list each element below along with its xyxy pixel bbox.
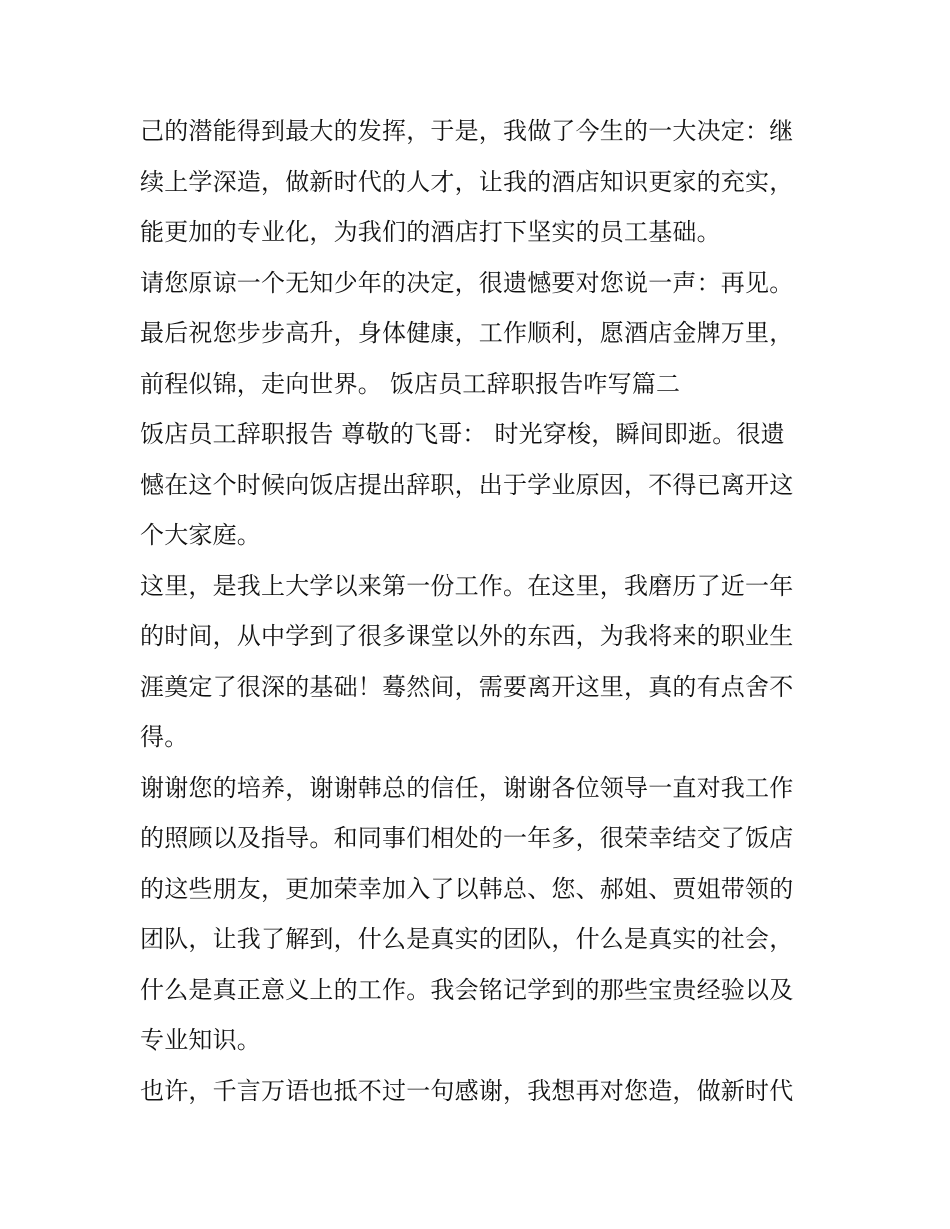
- text-line: 饭店员工辞职报告 尊敬的飞哥： 时光穿梭，瞬间即逝。很遗: [140, 420, 785, 448]
- text-line: 谢谢您的培养，谢谢韩总的信任，谢谢各位领导一直对我工作: [140, 773, 794, 802]
- paragraph-5: [140, 561, 815, 763]
- text-line: 最后祝您步步高升，身体健康，工作顺利，愿酒店金牌万里，: [140, 319, 794, 347]
- text-line: 也许，千言万语也抵不过一句感谢，我想再对您造，做新时代: [140, 1076, 794, 1105]
- text-line: 个大家庭。: [140, 521, 261, 549]
- paragraph-4: [140, 409, 815, 561]
- text-line: 憾在这个时候向饭店提出辞职，出于学业原因，不得已离开这: [140, 470, 794, 499]
- text-line: 续上学深造，做新时代的人才，让我的酒店知识更家的充实，: [140, 167, 794, 196]
- text-line: 涯奠定了很深的基础！蓦然间，需要离开这里，真的有点舍不: [140, 672, 794, 701]
- text-line: 团队，让我了解到，什么是真实的团队，什么是真实的社会，: [140, 925, 794, 953]
- paragraph-3: [140, 308, 815, 409]
- text-line: 前程似锦，走向世界。 饭店员工辞职报告咋写篇二: [140, 369, 681, 398]
- text-line: 己的潜能得到最大的发挥，于是，我做了今生的一大决定：继: [140, 117, 794, 145]
- paragraph-6: [140, 763, 815, 1066]
- document-body: [140, 106, 815, 1116]
- text-line: 请您原谅一个无知少年的决定，很遗憾要对您说一声：再见。: [140, 268, 794, 297]
- paragraph-2: [140, 258, 815, 309]
- text-line: 什么是真正意义上的工作。我会铭记学到的那些宝贵经验以及: [140, 975, 794, 1004]
- text-line: 能更加的专业化，为我们的酒店打下坚实的员工基础。: [140, 218, 721, 246]
- paragraph-1: [140, 106, 815, 258]
- text-line: 专业知识。: [140, 1026, 261, 1054]
- text-line: 的这些朋友，更加荣幸加入了以韩总、您、郝姐、贾姐带领的: [140, 874, 794, 903]
- paragraph-7: [140, 1066, 815, 1117]
- text-line: 的照顾以及指导。和同事们相处的一年多，很荣幸结交了饭店: [140, 824, 794, 852]
- text-line: 得。: [140, 723, 189, 751]
- text-line: 的时间，从中学到了很多课堂以外的东西，为我将来的职业生: [140, 622, 794, 650]
- text-line: 这里，是我上大学以来第一份工作。在这里，我磨历了近一年: [140, 571, 794, 600]
